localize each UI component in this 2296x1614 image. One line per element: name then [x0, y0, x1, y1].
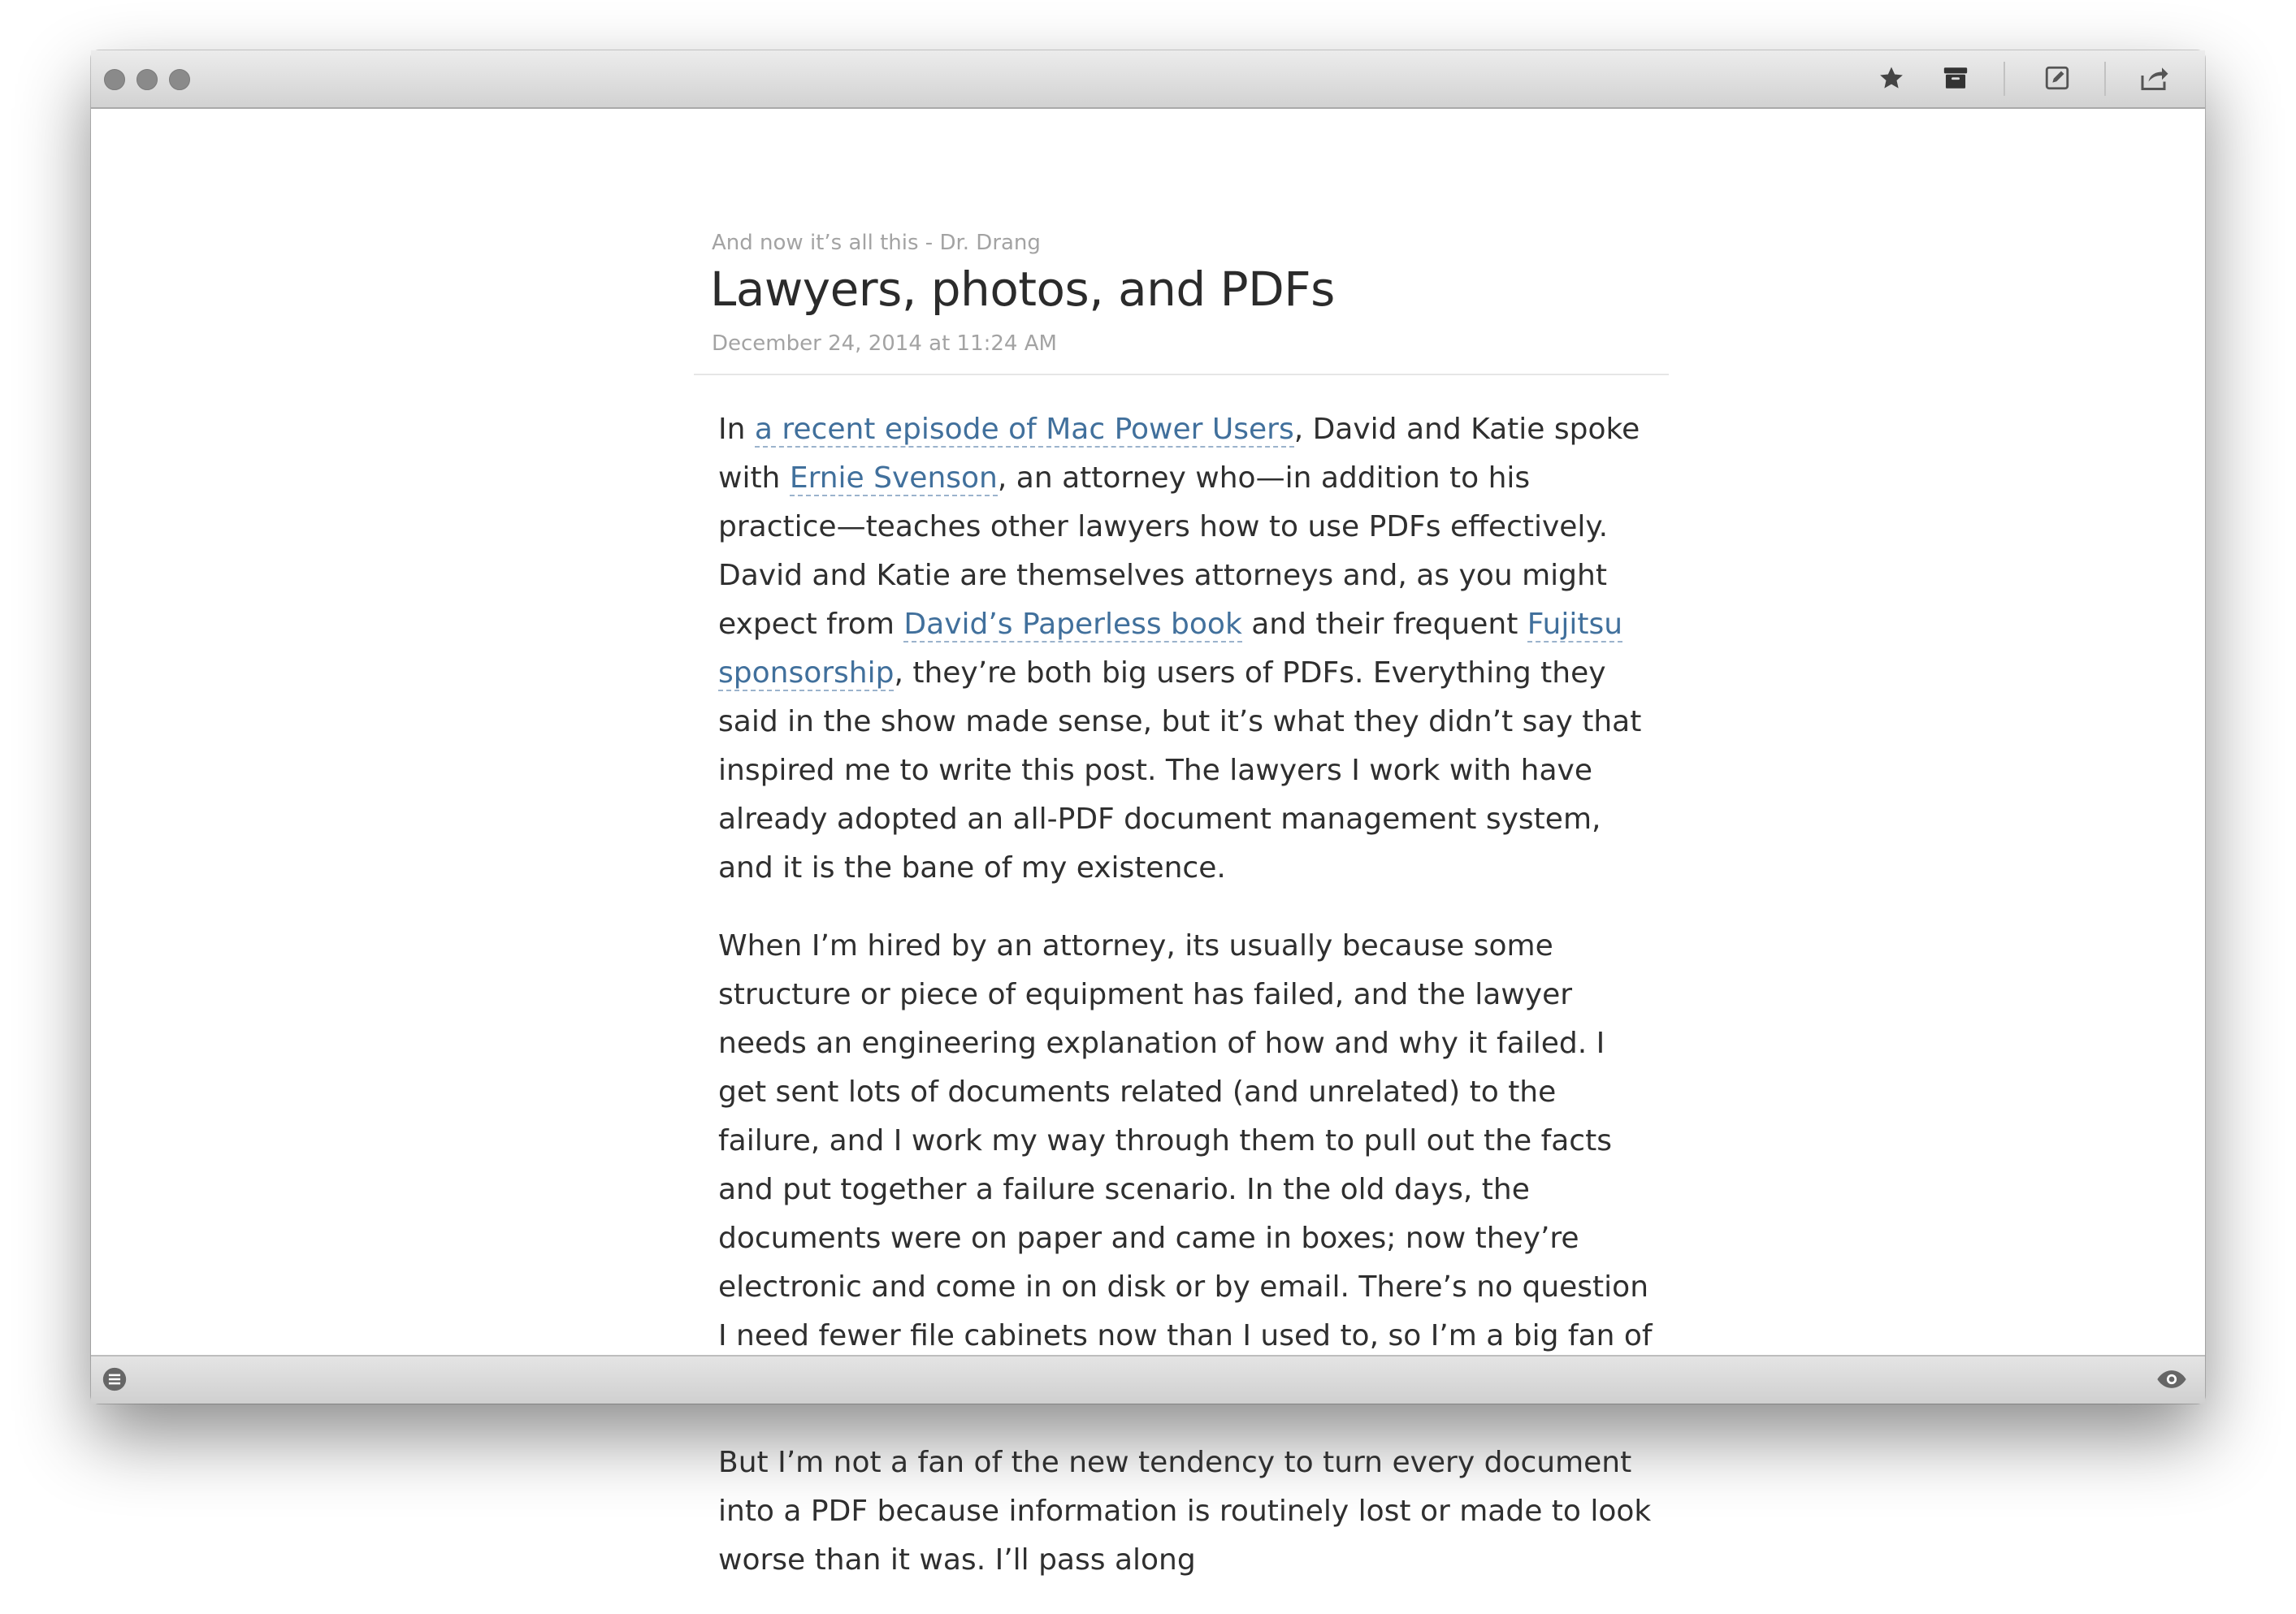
article-date: December 24, 2014 at 11:24 AM [712, 331, 1057, 356]
edit-button[interactable] [2041, 63, 2073, 96]
share-button[interactable] [2138, 63, 2171, 96]
archive-button[interactable] [1939, 63, 1972, 96]
article-title: Lawyers, photos, and PDFs [710, 262, 1335, 317]
text: , David and Katie spoke with [718, 413, 1640, 495]
article-source: And now it’s all this - Dr. Drang [712, 231, 1041, 255]
link-mac-power-users-episode[interactable]: a recent episode of Mac Power Users [754, 413, 1294, 446]
star-button[interactable] [1875, 63, 1908, 96]
edit-icon [2043, 64, 2071, 95]
link-fujitsu-sponsorship[interactable]: Fujitsu sponsorship [718, 608, 1623, 690]
bottom-bar [91, 1355, 2205, 1404]
text: In [718, 413, 755, 446]
eye-icon [2156, 1368, 2187, 1394]
toolbar-separator [2004, 62, 2005, 96]
text: and their frequent [1241, 608, 1527, 641]
article-body [718, 405, 1653, 1614]
text: , they’re both big users of PDFs. Everything they said in the show made sense, but it’s what they didn’t say that inspired me to write this post. The lawyers I work with have already adopted an all-PDF document management system, and it is the bane of my existence. [718, 656, 1642, 885]
link-davids-paperless-book[interactable]: David’s Paperless book [903, 608, 1242, 641]
header-divider [694, 374, 1669, 375]
reader-window [91, 50, 2205, 1577]
list-button[interactable] [101, 1367, 128, 1395]
view-button[interactable] [2158, 1367, 2186, 1395]
article-view[interactable] [91, 109, 2205, 1577]
link-ernie-svenson[interactable]: Ernie Svenson [789, 461, 998, 495]
archive-icon [1942, 64, 1969, 95]
text: , an attorney who—in addition to his practice—teaches other lawyers how to use PDFs effectively. David and Katie are themselves attorneys and, as you might expect from [718, 461, 1609, 641]
paragraph [718, 405, 1653, 893]
close-window-button[interactable] [104, 69, 125, 90]
zoom-window-button[interactable] [169, 69, 190, 90]
title-bar [91, 50, 2205, 109]
share-icon [2138, 63, 2171, 96]
star-icon [1878, 64, 1905, 95]
paragraph: But I’m not a fan of the new tendency to turn every document into a PDF because information is routinely lost or made to look worse than it was. I’ll pass along [718, 1446, 1652, 1577]
list-icon [101, 1365, 128, 1396]
paragraph: When I’m hired by an attorney, its usually because some structure or piece of equipment has failed, and the lawyer needs an engineering explanation of how and why it failed. I get sent lots of documents related (and unrelated) to the failure, and I work my way through them to pull out the facts and put together a failure scenario. In the old days, the documents were on paper and came in boxes; now they’re electronic and come in on disk or by email. There’s no question I need fewer file cabinets now than I used to, so I’m a big fan of [718, 929, 1653, 1352]
toolbar-separator [2104, 62, 2106, 96]
minimize-window-button[interactable] [136, 69, 158, 90]
